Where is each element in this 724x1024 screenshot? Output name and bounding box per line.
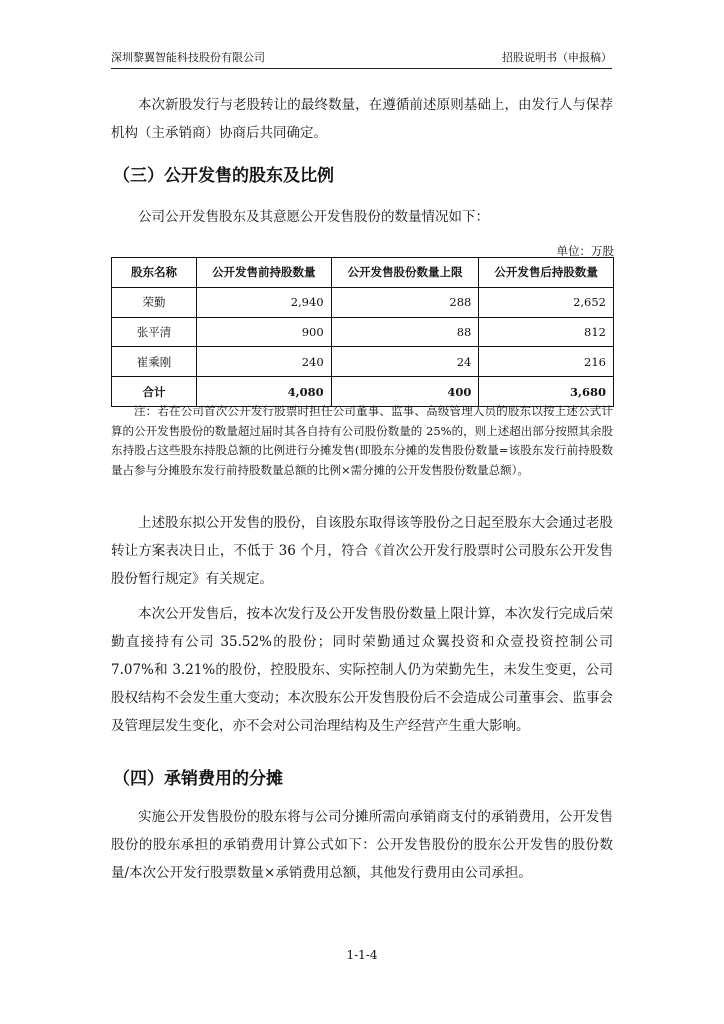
cell-total-label: 合计 xyxy=(112,377,197,407)
section-3-lead: 公司公开发售股东及其意愿公开发售股份的数量情况如下： xyxy=(138,209,489,225)
table-unit-label: 单位：万股 xyxy=(556,244,614,258)
cell-shares-after: 216 xyxy=(479,347,614,377)
section-4-heading: （四）承销费用的分摊 xyxy=(113,769,283,789)
column-header-name: 股东名称 xyxy=(112,258,197,288)
cell-shares-before: 240 xyxy=(197,347,332,377)
cell-shares-before: 2,940 xyxy=(197,287,332,317)
lockup-paragraph: 上述股东拟公开发售的股份，自该股东取得该等股份之日起至股东大会通过老股转让方案表决日止，不低于 36 个月，符合《首次公开发行股票时公司股东公开发售股份暂行规定》有关规定。 xyxy=(111,515,613,587)
cell-shares-cap: 88 xyxy=(331,317,479,347)
column-header-after: 公开发售后持股数量 xyxy=(479,258,614,288)
cell-total-cap: 400 xyxy=(331,377,479,407)
section-3-heading: （三）公开发售的股东及比例 xyxy=(113,166,334,186)
table-row xyxy=(112,317,614,347)
table-row xyxy=(112,287,614,317)
cell-total-before: 4,080 xyxy=(197,377,332,407)
cell-shares-after: 812 xyxy=(479,317,614,347)
cell-shareholder-name: 崔乘刚 xyxy=(112,347,197,377)
cell-shareholder-name: 张平清 xyxy=(112,317,197,347)
table-footnote: 注：若在公司首次公开发行股票时担任公司董事、监事、高级管理人员的股东以按上述公式计算的公开发售股份的数量超过届时其各自持有公司股份数量的 25%的，则上述超出部分按照其余股东持股占这些股东持股总额的比例进行分摊发售(即股东分摊的发售股份数量=该股东发行前持股数量占参与分摊股东发行前持股数量总额的比例×需分摊的公开发售股份数量总额）。 xyxy=(111,404,613,477)
intro-paragraph: 本次新股发行与老股转让的最终数量，在遵循前述原则基础上，由发行人与保荐机构（主承销商）协商后共同确定。 xyxy=(111,97,613,141)
cell-shares-cap: 288 xyxy=(331,287,479,317)
cell-shareholder-name: 荣勤 xyxy=(112,287,197,317)
column-header-cap: 公开发售股份数量上限 xyxy=(331,258,479,288)
cell-shares-after: 2,652 xyxy=(479,287,614,317)
page-number: 1-1-4 xyxy=(346,948,378,962)
cell-total-after: 3,680 xyxy=(479,377,614,407)
page-header xyxy=(111,48,612,69)
header-document-title: 招股说明书（申报稿） xyxy=(502,51,612,64)
shareholder-sale-table xyxy=(111,257,614,407)
table-header-row xyxy=(112,258,614,288)
header-company-name: 深圳黎翼智能科技股份有限公司 xyxy=(111,51,265,64)
cell-shares-before: 900 xyxy=(197,317,332,347)
column-header-before: 公开发售前持股数量 xyxy=(197,258,332,288)
cell-shares-cap: 24 xyxy=(331,347,479,377)
underwriting-fee-paragraph: 实施公开发售股份的股东将与公司分摊所需向承销商支付的承销费用，公开发售股份的股东承担的承销费用计算公式如下：公开发售股份的股东公开发售的股份数量/本次公开发行股票数量×承销费用总额，其他发行费用由公司承担。 xyxy=(111,809,613,881)
table-row xyxy=(112,347,614,377)
post-sale-paragraph: 本次公开发售后，按本次发行及公开发售股份数量上限计算，本次发行完成后荣勤直接持有公司 35.52%的股份；同时荣勤通过众翼投资和众壹投资控制公司 7.07%和 3.21%的股份，控股股东、实际控制人仍为荣勤先生，未发生变更，公司股权结构不会发生重大变动；本次股东公开发售股份后不会造成公司董事会、监事会及管理层发生变化，亦不会对公司治理结构及生产经营产生重大影响。 xyxy=(111,606,613,734)
